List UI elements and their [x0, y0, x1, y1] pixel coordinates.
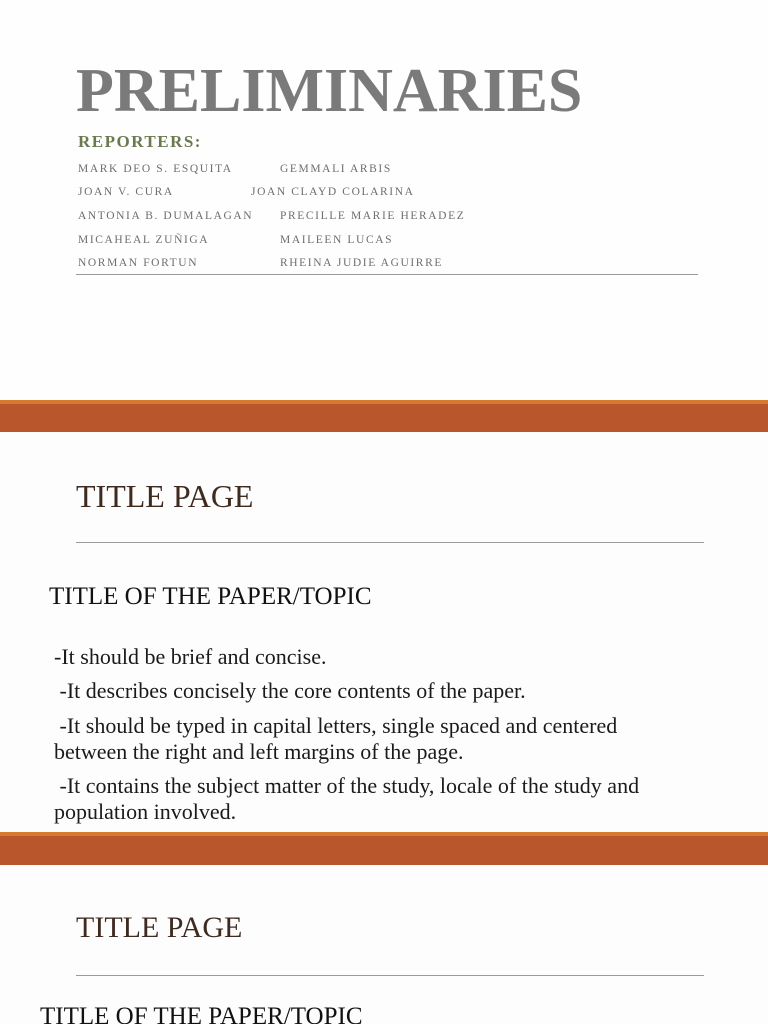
slide-title: PRELIMINARIES	[76, 57, 583, 125]
divider	[76, 274, 698, 275]
divider	[76, 975, 704, 976]
reporter-name: JOAN V. CURA	[78, 186, 174, 198]
reporter-name: JOAN CLAYD COLARINA	[251, 186, 415, 198]
bullet-item: -It contains the subject matter of the study, locale of the study and population involved.	[54, 773, 645, 824]
reporters-label: REPORTERS:	[78, 132, 202, 151]
section-title: TITLE PAGE	[76, 478, 254, 514]
bullet-item: -It should be brief and concise.	[54, 644, 327, 669]
reporter-name: RHEINA JUDIE AGUIRRE	[280, 257, 443, 269]
slide-separator	[0, 832, 768, 865]
bullet-item: -It should be typed in capital letters, single spaced and centered between the right and left margins of the page.	[54, 713, 623, 764]
slide-preliminaries	[0, 0, 768, 400]
reporter-name: NORMAN FORTUN	[78, 257, 199, 269]
reporter-name: GEMMALI ARBIS	[280, 163, 392, 175]
reporter-name: PRECILLE MARIE HERADEZ	[280, 210, 466, 222]
separator-highlight	[0, 832, 768, 836]
reporter-name: ANTONIA B. DUMALAGAN	[78, 210, 254, 222]
bullet-item: -It describes concisely the core contents of the paper.	[54, 678, 526, 703]
section-title: TITLE PAGE	[76, 911, 243, 944]
slide-title-page	[0, 432, 768, 832]
reporter-name: MICAHEAL ZUÑIGA	[78, 234, 210, 246]
subsection-title: TITLE OF THE PAPER/TOPIC	[49, 583, 372, 610]
separator-highlight	[0, 400, 768, 404]
slide-title-page-continued	[0, 865, 768, 1024]
divider	[76, 542, 704, 543]
subsection-title: TITLE OF THE PAPER/TOPIC	[40, 1003, 363, 1024]
reporter-name: MARK DEO S. ESQUITA	[78, 163, 233, 175]
reporter-name: MAILEEN LUCAS	[280, 234, 394, 246]
slide-separator	[0, 400, 768, 432]
